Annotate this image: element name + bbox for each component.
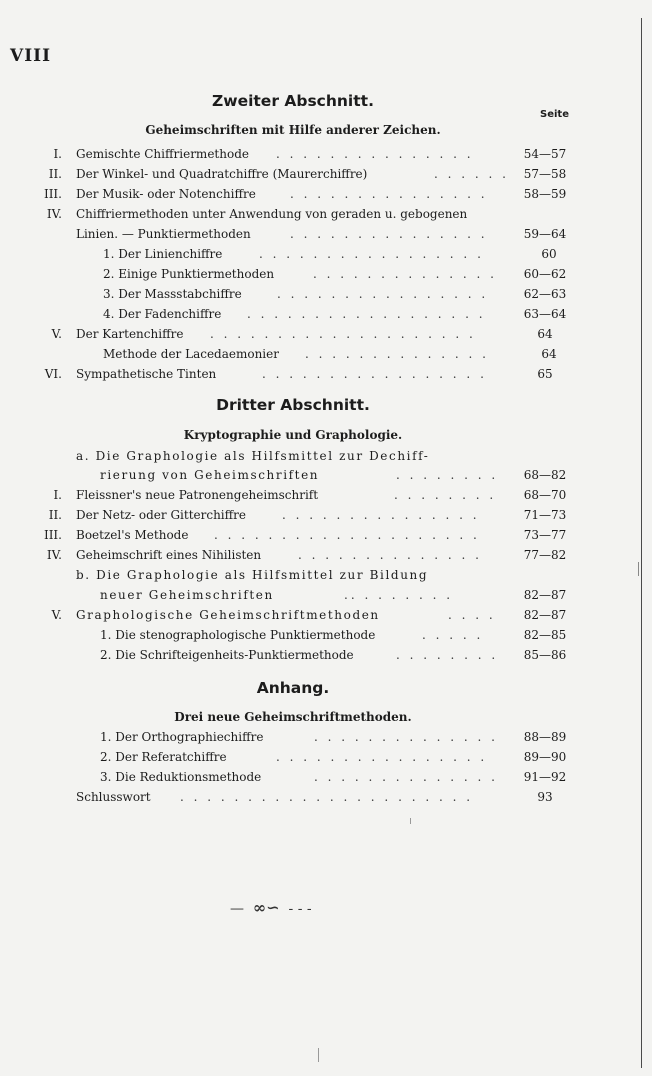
leader-dots: . . . . [448,608,496,622]
leader-dots: . . . . . . . . . . . . . . . [276,147,474,161]
entry-title: neuer Geheimschriften [100,588,274,602]
section-subtitle: Geheimschriften mit Hilfe anderer Zeichen. [145,123,441,137]
entry-number: V. [51,327,62,341]
entry-number: I. [53,488,62,502]
entry-number: III. [43,187,62,201]
entry-page: 54—57 [523,147,567,161]
entry-title: Gemischte Chiffriermethode [76,147,249,161]
leader-dots: . . . . . . . . . . . . . . [314,730,498,744]
entry-title: a. Die Graphologie als Hilfsmittel zur Dechiff- [76,449,430,463]
entry-title: Der Winkel- und Quadratchiffre (Maurerchiffre) [76,167,368,181]
entry-page: 85—86 [523,648,567,662]
leader-dots: . . . . . . . . . . . . . . . [290,227,488,241]
leader-dots: . . . . . . [434,167,509,181]
entry-title: 1. Der Linienchiffre [103,247,223,261]
entry-page: 71—73 [523,508,567,522]
entry-page: 73—77 [523,528,567,542]
entry-page: 77—82 [523,548,567,562]
entry-title: b. Die Graphologie als Hilfsmittel zur Bildung [76,568,429,582]
leader-dots: . . . . . [422,628,484,642]
end-ornament: — ∞∽ - - - [230,898,312,917]
entry-number: IV. [46,548,62,562]
entry-number: IV. [46,207,62,221]
entry-number: II. [48,508,62,522]
entry-title: Graphologische Geheimschriftmethoden [76,608,380,622]
entry-title: 2. Einige Punktiermethoden [103,267,275,281]
entry-title: Schlusswort [76,790,151,804]
entry-page: 82—87 [523,588,567,602]
section-subtitle: Kryptographie und Graphologie. [183,428,403,442]
page-number: VIII [10,46,52,66]
entry-title: Geheimschrift eines Nihilisten [76,548,262,562]
section-title: Dritter Abschnitt. [216,396,370,414]
entry-title: rierung von Geheimschriften [100,468,320,482]
entry-title: 1. Der Orthographiechiffre [100,730,264,744]
entry-page: 68—82 [523,468,567,482]
leader-dots: . . . . . . . . . . . . . . . . [277,287,489,301]
entry-page: 82—85 [523,628,567,642]
entry-page: 60 [541,247,557,261]
leader-dots: . . . . . . . . . . . . . . . . . . [247,307,486,321]
entry-page: 60—62 [523,267,567,281]
leader-dots: . . . . . . . . . . . . . . . . . [259,247,484,261]
leader-dots: . . . . . . . . [396,468,499,482]
entry-number: VI. [44,367,62,381]
entry-page: 62—63 [523,287,567,301]
leader-dots: . . . . . . . . . . . . . . . . . . . . [210,327,476,341]
leader-dots: . . . . . . . . . . . . . . . . . . . . [214,528,480,542]
section-title: Anhang. [256,679,330,697]
section-title: Zweiter Abschnitt. [212,92,374,110]
entry-page: 65 [537,367,553,381]
print-mark [318,1048,319,1062]
entry-number: I. [53,147,62,161]
entry-title: Methode der Lacedaemonier [103,347,279,361]
entry-title: 4. Der Fadenchiffre [103,307,222,321]
entry-page: 57—58 [523,167,567,181]
entry-title: Linien. — Punktiermethoden [76,227,251,241]
entry-page: 64 [537,327,553,341]
print-mark [638,562,639,576]
leader-dots: . . . . . . . . . . . . . . [313,267,497,281]
entry-title: Der Netz- oder Gitterchiffre [76,508,247,522]
leader-dots: . . . . . . . . . . . . . . . . . . . . . . [180,790,474,804]
entry-page: 63—64 [523,307,567,321]
entry-title: Boetzel's Methode [76,528,189,542]
entry-title: 3. Der Massstabchiffre [103,287,242,301]
entry-title: 1. Die stenographologische Punktiermethode [100,628,376,642]
seite-label: Seite [540,109,569,120]
entry-page: 82—87 [523,608,567,622]
entry-page: 64 [541,347,557,361]
entry-page: 58—59 [523,187,567,201]
entry-number: III. [43,528,62,542]
entry-title: Chiffriermethoden unter Anwendung von geraden u. gebogenen [76,207,468,221]
print-mark [410,818,411,824]
entry-title: 3. Die Reduktionsmethode [100,770,262,784]
entry-title: Der Musik- oder Notenchiffre [76,187,256,201]
entry-title: Fleissner's neue Patronengeheimschrift [76,488,319,502]
leader-dots: . . . . . . . . . . . . . . [305,347,489,361]
entry-title: Der Kartenchiffre [76,327,184,341]
entry-page: 93 [537,790,553,804]
entry-page: 88—89 [523,730,567,744]
leader-dots: . . . . . . . . . . . . . . . [290,187,488,201]
entry-page: 59—64 [523,227,567,241]
leader-dots: . . . . . . . . [396,648,499,662]
leader-dots: . . . . . . . . . . . . . . [314,770,498,784]
leader-dots: . . . . . . . . . . . . . . [298,548,482,562]
entry-number: V. [51,608,62,622]
leader-dots: .. . . . . . . . [344,588,454,602]
entry-title: Sympathetische Tinten [76,367,217,381]
entry-page: 68—70 [523,488,567,502]
page-edge-line [641,18,642,1068]
section-subtitle: Drei neue Geheimschriftmethoden. [174,710,412,724]
entry-page: 91—92 [523,770,567,784]
entry-page: 89—90 [523,750,567,764]
entry-title: 2. Der Referatchiffre [100,750,227,764]
entry-number: II. [48,167,62,181]
leader-dots: . . . . . . . . . . . . . . . . . [262,367,487,381]
entry-title: 2. Die Schrifteigenheits-Punktiermethode [100,648,354,662]
leader-dots: . . . . . . . . [394,488,497,502]
leader-dots: . . . . . . . . . . . . . . . [282,508,480,522]
leader-dots: . . . . . . . . . . . . . . . . [276,750,488,764]
